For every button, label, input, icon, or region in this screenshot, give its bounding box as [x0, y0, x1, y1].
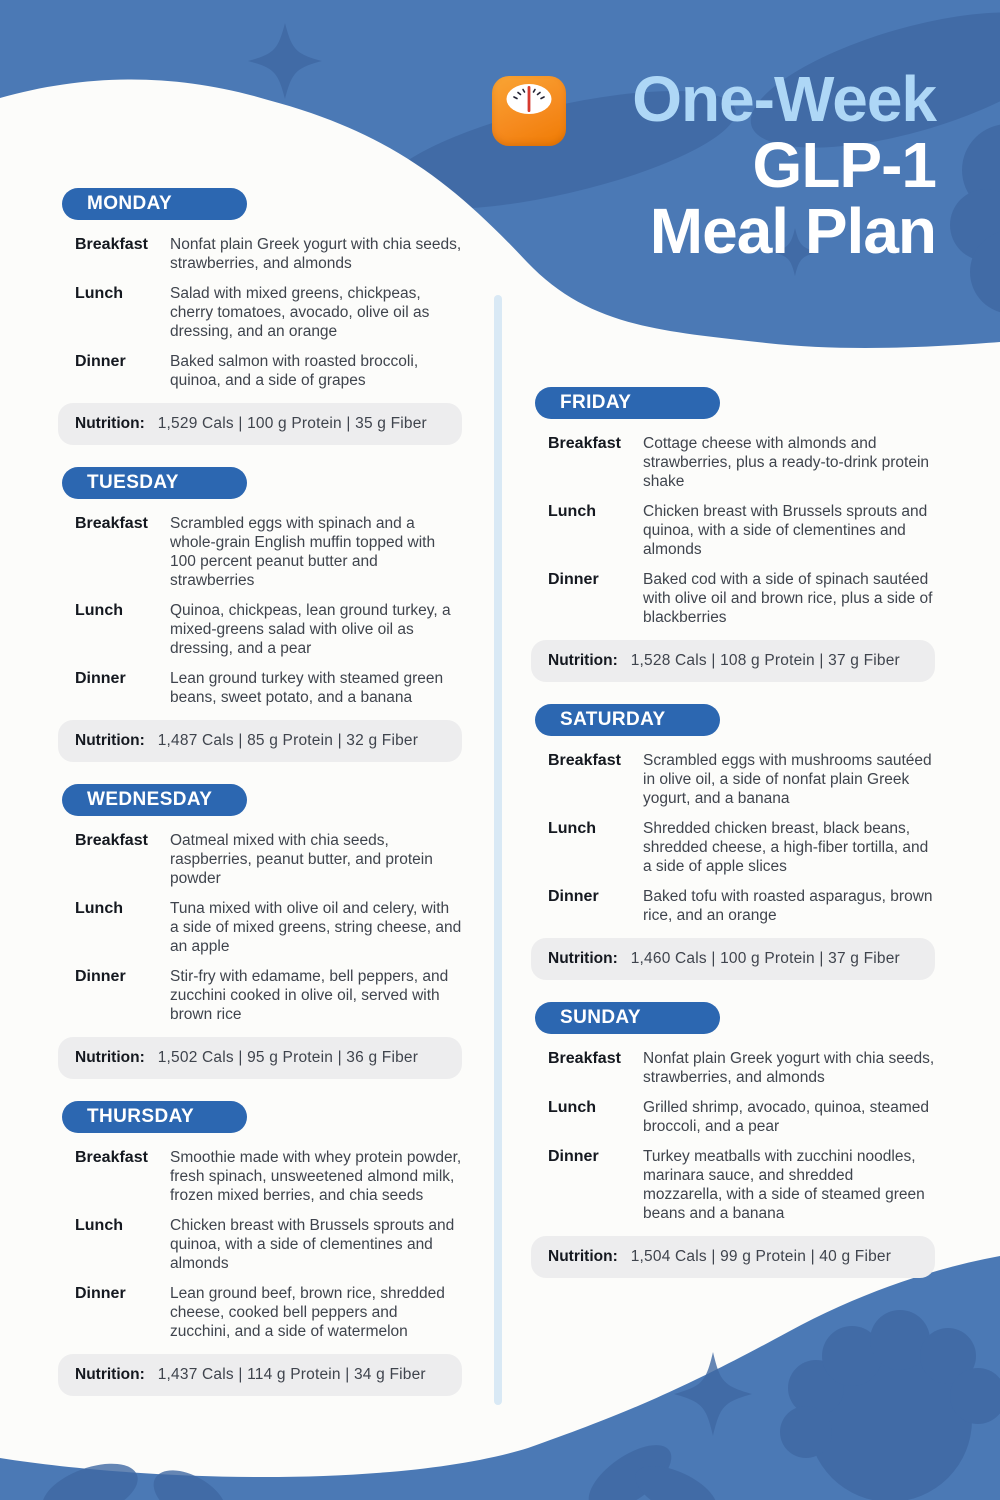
nutrition-label: Nutrition: — [75, 1366, 145, 1383]
nutrition-bar — [58, 1037, 462, 1079]
meal-label: Lunch — [548, 1099, 596, 1116]
day-pill — [535, 387, 720, 419]
meal-label: Dinner — [548, 1148, 599, 1165]
meal-label: Dinner — [75, 353, 126, 370]
scale-icon — [492, 76, 566, 146]
meal-desc: Baked salmon with roasted broccoli, quinoa, and a side of grapes — [170, 353, 419, 389]
nutrition-label: Nutrition: — [548, 950, 618, 967]
nutrition-label: Nutrition: — [75, 415, 145, 432]
nutrition-bar — [58, 403, 462, 445]
meal-list — [62, 514, 462, 707]
meal-list — [62, 235, 462, 390]
day-name: SUNDAY — [560, 1007, 641, 1028]
meal-list — [535, 434, 935, 627]
left-column — [62, 188, 462, 1418]
nutrition-bar — [58, 720, 462, 762]
meal-desc: Cottage cheese with almonds and strawberries, plus a ready-to-drink protein shake — [643, 435, 930, 490]
right-column — [535, 387, 935, 1300]
nutrition-value: 1,487 Cals | 85 g Protein | 32 g Fiber — [157, 732, 419, 749]
nutrition-bar — [531, 640, 935, 682]
nutrition-bar — [531, 938, 935, 980]
day-card-tuesday — [62, 467, 462, 762]
meal-desc: Tuna mixed with olive oil and celery, with a side of mixed greens, string cheese, and an apple — [170, 900, 462, 955]
meal-label: Breakfast — [548, 752, 621, 769]
day-name: THURSDAY — [87, 1106, 195, 1127]
column-divider — [494, 295, 502, 1405]
meal-desc: Lean ground beef, brown rice, shredded cheese, cooked bell peppers and zucchini, and a side of watermelon — [170, 1285, 445, 1340]
day-card-thursday — [62, 1101, 462, 1396]
day-name: SATURDAY — [560, 709, 666, 730]
meal-label: Dinner — [75, 1285, 126, 1302]
meal-desc: Shredded chicken breast, black beans, shredded cheese, a high-fiber tortilla, and a side of apple slices — [643, 820, 929, 875]
nutrition-label: Nutrition: — [75, 732, 145, 749]
day-card-saturday — [535, 704, 935, 980]
day-name: FRIDAY — [560, 392, 632, 413]
meal-label: Lunch — [75, 602, 123, 619]
meal-label: Lunch — [75, 900, 123, 917]
meal-desc: Chicken breast with Brussels sprouts and quinoa, with a side of clementines and almonds — [170, 1217, 455, 1272]
nutrition-label: Nutrition: — [548, 652, 618, 669]
meal-label: Dinner — [75, 968, 126, 985]
day-name: WEDNESDAY — [87, 789, 213, 810]
day-pill — [62, 784, 247, 816]
meal-label: Lunch — [548, 503, 596, 520]
day-card-sunday — [535, 1002, 935, 1278]
nutrition-value: 1,529 Cals | 100 g Protein | 35 g Fiber — [157, 415, 427, 432]
meal-label: Dinner — [75, 670, 126, 687]
meal-desc: Stir-fry with edamame, bell peppers, and zucchini cooked in olive oil, served with brown rice — [170, 968, 449, 1023]
meal-desc: Lean ground turkey with steamed green beans, sweet potato, and a banana — [170, 670, 444, 706]
meal-desc: Nonfat plain Greek yogurt with chia seeds, strawberries, and almonds — [643, 1050, 935, 1086]
meal-label: Breakfast — [75, 1149, 148, 1166]
meal-desc: Baked cod with a side of spinach sautéed with olive oil and brown rice, plus a side of blackberries — [643, 571, 933, 626]
meal-desc: Scrambled eggs with spinach and a whole-grain English muffin topped with 100 percent peanut butter and strawberries — [170, 515, 436, 589]
meal-desc: Quinoa, chickpeas, lean ground turkey, a mixed-greens salad with olive oil as dressing, and a pear — [170, 602, 451, 657]
nutrition-bar — [531, 1236, 935, 1278]
meal-desc: Chicken breast with Brussels sprouts and quinoa, with a side of clementines and almonds — [643, 503, 928, 558]
meal-label: Breakfast — [548, 435, 621, 452]
meal-desc: Grilled shrimp, avocado, quinoa, steamed broccoli, and a pear — [643, 1099, 930, 1135]
meal-desc: Scrambled eggs with mushrooms sautéed in olive oil, a side of nonfat plain Greek yogurt, and a banana — [643, 752, 932, 807]
day-card-monday — [62, 188, 462, 445]
meal-label: Lunch — [75, 285, 123, 302]
meal-desc: Oatmeal mixed with chia seeds, raspberries, peanut butter, and protein powder — [170, 832, 433, 887]
page-title — [632, 63, 936, 267]
meal-label: Breakfast — [548, 1050, 621, 1067]
day-pill — [535, 704, 720, 736]
day-card-wednesday — [62, 784, 462, 1079]
meal-desc: Turkey meatballs with zucchini noodles, marinara sauce, and shredded mozzarella, with a side of steamed green beans and a banana — [643, 1148, 925, 1222]
day-pill — [62, 1101, 247, 1133]
meal-desc: Salad with mixed greens, chickpeas, cherry tomatoes, avocado, olive oil as dressing, and an orange — [170, 285, 430, 340]
nutrition-value: 1,528 Cals | 108 g Protein | 37 g Fiber — [630, 652, 900, 669]
nutrition-bar — [58, 1354, 462, 1396]
day-pill — [62, 188, 247, 220]
nutrition-value: 1,437 Cals | 114 g Protein | 34 g Fiber — [157, 1366, 426, 1383]
meal-label: Breakfast — [75, 236, 148, 253]
nutrition-value: 1,504 Cals | 99 g Protein | 40 g Fiber — [630, 1248, 892, 1265]
day-card-friday — [535, 387, 935, 682]
meal-list — [62, 1148, 462, 1341]
meal-desc: Nonfat plain Greek yogurt with chia seeds, strawberries, and almonds — [170, 236, 462, 272]
nutrition-label: Nutrition: — [75, 1049, 145, 1066]
day-pill — [62, 467, 247, 499]
title-line-one-week: One-Week — [632, 63, 936, 135]
meal-label: Lunch — [548, 820, 596, 837]
day-name: TUESDAY — [87, 472, 179, 493]
meal-desc: Baked tofu with roasted asparagus, brown rice, and an orange — [643, 888, 933, 924]
meal-label: Dinner — [548, 888, 599, 905]
meal-list — [62, 831, 462, 1024]
meal-label: Breakfast — [75, 515, 148, 532]
nutrition-value: 1,460 Cals | 100 g Protein | 37 g Fiber — [630, 950, 900, 967]
meal-label: Dinner — [548, 571, 599, 588]
meal-desc: Smoothie made with whey protein powder, fresh spinach, unsweetened almond milk, frozen mixed berries, and chia seeds — [170, 1149, 462, 1204]
meal-list — [535, 751, 935, 925]
nutrition-value: 1,502 Cals | 95 g Protein | 36 g Fiber — [157, 1049, 419, 1066]
meal-list — [535, 1049, 935, 1223]
day-name: MONDAY — [87, 193, 173, 214]
day-pill — [535, 1002, 720, 1034]
title-line-glp1: GLP-1 — [752, 129, 936, 201]
title-line-meal-plan: Meal Plan — [649, 195, 936, 267]
nutrition-label: Nutrition: — [548, 1248, 618, 1265]
meal-label: Breakfast — [75, 832, 148, 849]
meal-label: Lunch — [75, 1217, 123, 1234]
